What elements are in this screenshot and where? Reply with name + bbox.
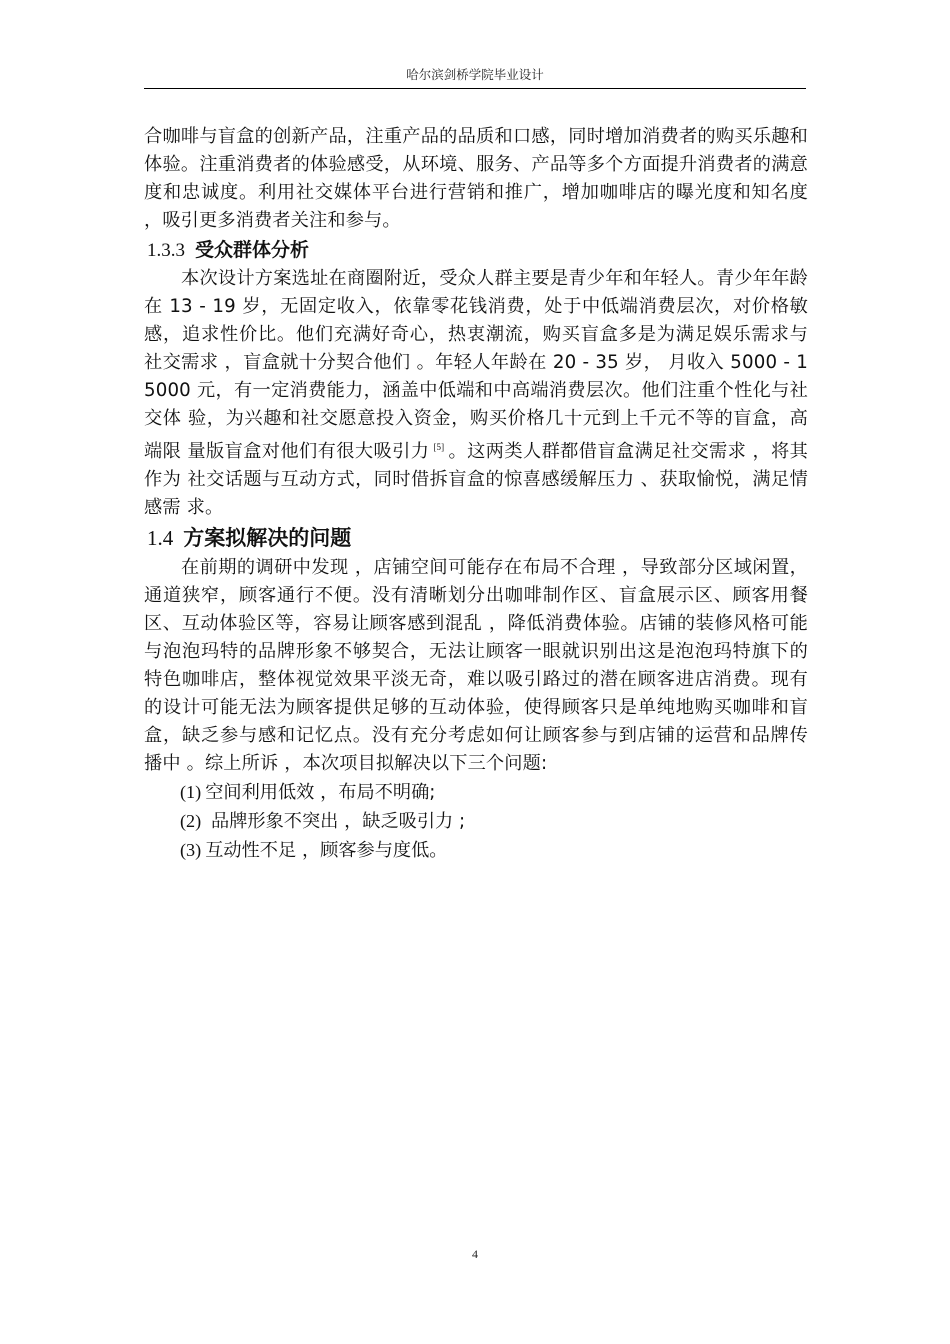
section-number: 1.3.3 <box>147 240 185 261</box>
page-body <box>144 123 808 865</box>
section-heading-1-3-3 <box>144 235 808 265</box>
section-title: 受众群体分析 <box>195 239 310 261</box>
paragraph-audience-analysis <box>144 265 808 522</box>
section-title: 方案拟解决的问题 <box>183 526 352 551</box>
page-number: 4 <box>472 1247 478 1261</box>
paragraph-problems: 在前期的调研中发现 ，店铺空间可能存在布局不合理 ，导致部分区域闲置， 通道狭窄，顾客通行不便。没有清晰划分出咖啡制作区、盲盒展示区、顾客用餐 区、互动体验区等，容易让顾客感到混乱 ，降低消费体验。店铺的装修风格可能 与泡泡玛特的品牌形象不够契合，无法让顾客一眼就识别出这是泡泡玛特旗下的 特色咖啡店，整体视觉效果平淡无奇，难以吸引路过的潜在顾客进店消费。现有 的设计可能无法为顾客提供足够的互动体验，使得顾客只是单纯地购买咖啡和盲 盒，缺乏参与感和记忆点。没有充分考虑如何让顾客参与到店铺的运营和品牌传 播中 。综上所诉 ，本次项目拟解决以下三个问题: <box>144 557 808 775</box>
section-number: 1.4 <box>147 526 174 551</box>
list-item-text: 互动性不足 ，顾客参与度低。 <box>205 840 448 862</box>
list-item <box>144 778 808 807</box>
running-header <box>144 64 806 89</box>
list-item-text: 空间利用低效 ，布局不明确; <box>205 782 436 804</box>
list-item-text: 品牌形象不突出 ，缺乏吸引力 ; <box>205 811 466 833</box>
paragraph-intro-continued: 合咖啡与盲盒的创新产品，注重产品的品质和口感，同时增加消费者的购买乐趣和体验。注重消费者的体验感受，从环境、服务、产品等多个方面提升消费者的满意度和忠诚度。利用社交媒体平台进行营销和推广，增加咖啡店的曝光度和知名度 ，吸引更多消费者关注和参与。 <box>144 126 808 231</box>
citation-reference[interactable]: [5] <box>433 442 445 452</box>
list-item <box>144 807 808 836</box>
list-item-number: (1) <box>180 782 202 803</box>
problem-list <box>144 778 808 865</box>
paragraph-text: 。这两类人群都借盲盒满足社交需求 ，将其作为 社交话题与互动方式，同时借拆盲盒的惊喜感缓解压力 、获取愉悦，满足情感需 求。 <box>144 441 808 519</box>
list-item-number: (2) <box>180 811 202 832</box>
section-heading-1-4 <box>144 522 808 554</box>
list-item <box>144 836 808 865</box>
list-item-number: (3) <box>180 840 202 861</box>
paragraph-text: 本次设计方案选址在商圈附近，受众人群主要是青少年和年轻人。青少年年龄在 13 - 19 岁，无固定收入，依靠零花钱消费，处于中低端消费层次，对价格敏 感，追求性价比。他们充满好奇心，热衷潮流，购买盲盒多是为满足娱乐需求与 社交需求 ，盲盒就十分契合他们 。年轻人年龄在 20 - 35 岁， 月收入 5000 - 15000 元，有一定消费能力，涵盖中低端和中高端消费层次。他们注重个性化与社交体 验，为兴趣和社交愿意投入资金，购买价格几十元到上千元不等的盲盒，高端限 量版盲盒对他们有很大吸引力 <box>144 268 808 463</box>
header-title: 哈尔滨剑桥学院毕业设计 <box>406 67 544 82</box>
